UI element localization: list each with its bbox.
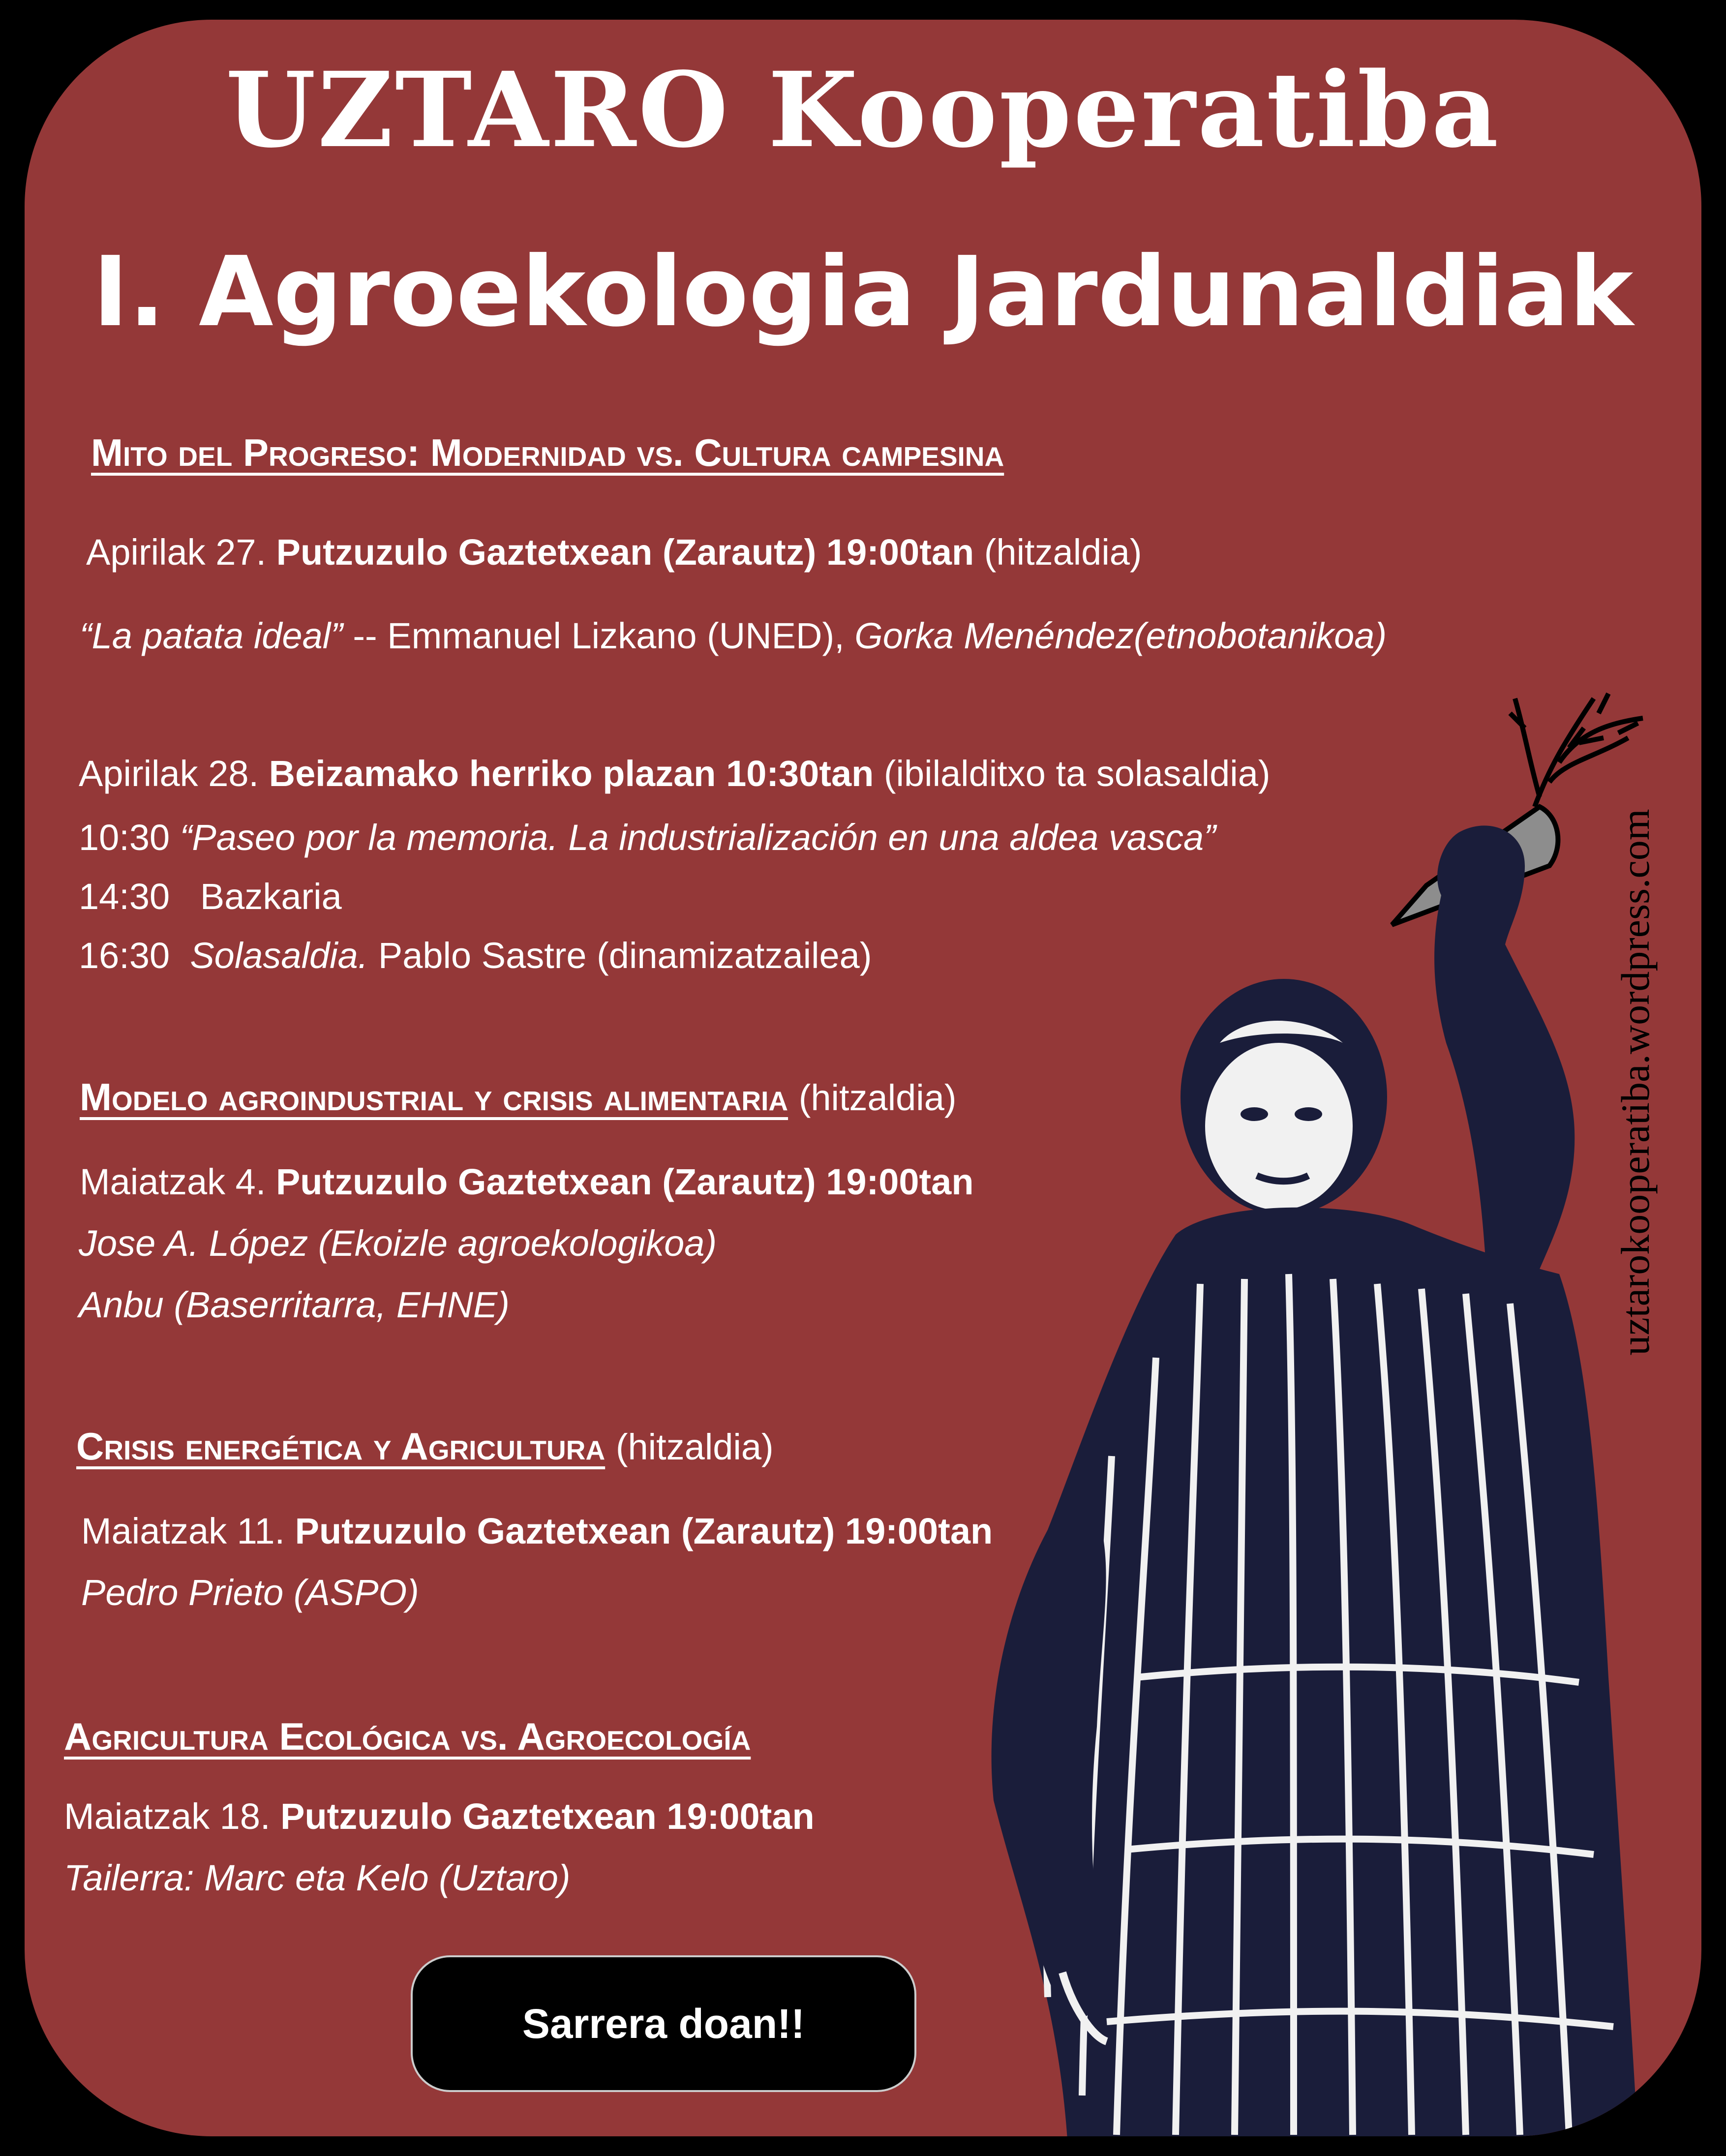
raised-arm <box>1434 825 1575 1269</box>
s3-line-1 <box>81 1510 993 1552</box>
s1-date-2: Apirilak 28. <box>79 753 259 794</box>
s1-speaker-2: Gorka Menéndez(etnobotanikoa) <box>854 615 1387 656</box>
website-url: uztarokooperatiba.wordpress.com <box>1613 809 1658 1356</box>
s1-place-2: Beizamako herriko plazan 10:30tan <box>269 753 874 794</box>
event-title: I. Agroekologia Jardunaldiak <box>92 236 1634 348</box>
poster-panel <box>25 20 1701 2136</box>
s1-sep: -- <box>353 615 377 656</box>
brand-title: UZTARO Kooperatiba <box>225 49 1501 171</box>
carrot-leaves-icon <box>1510 694 1643 807</box>
s2-place: Putzuzulo Gaztetxean (Zarautz) 19:00tan <box>275 1161 974 1202</box>
section-2-heading: Modelo agroindustrial y crisis alimentaria <box>80 1075 788 1119</box>
s1-line-1 <box>86 531 1142 573</box>
s1-place: Putzuzulo Gaztetxean (Zarautz) 19:00tan <box>276 532 974 573</box>
section-1-heading: Mito del Progreso: Modernidad vs. Cultura campesina <box>91 431 1004 474</box>
s2-speaker-2: Anbu (Baserritarra, EHNE) <box>79 1284 510 1325</box>
s1-quote: “La patata ideal” <box>80 615 343 656</box>
s3-type: (hitzaldia) <box>615 1427 774 1467</box>
s4-line-1 <box>64 1795 815 1837</box>
woman-face <box>1205 1043 1353 1210</box>
section-2-heading-row <box>80 1075 957 1120</box>
s1-time-2: 14:30 <box>79 876 170 917</box>
s3-place: Putzuzulo Gaztetxean (Zarautz) 19:00tan <box>295 1511 993 1551</box>
free-entry-button[interactable]: Sarrera doan!! <box>411 1955 916 2092</box>
s1-talk-label: Solasaldia. <box>190 935 368 976</box>
s2-line-1 <box>80 1161 974 1203</box>
s2-date: Maiatzak 4. <box>80 1161 266 1202</box>
s1-talk-speaker: Pablo Sastre (dinamizatzailea) <box>378 935 872 976</box>
s3-date: Maiatzak 11. <box>81 1511 285 1551</box>
s1-time-1: 10:30 <box>79 817 170 858</box>
s1-walk-title: “Paseo por la memoria. La industrialización en una aldea vasca” <box>180 817 1216 858</box>
s1-line-2 <box>80 615 1387 657</box>
s4-workshop-text: : Marc eta Kelo (Uztaro) <box>184 1857 571 1898</box>
s1-time-3: 16:30 <box>79 935 170 976</box>
s1-speaker: Emmanuel Lizkano (UNED), <box>387 615 845 656</box>
section-3-heading-row <box>76 1424 774 1469</box>
section-4-heading: Agricultura Ecológica vs. Agroecología <box>64 1715 751 1758</box>
section-3-heading: Crisis energética y Agricultura <box>76 1425 606 1468</box>
woman-holding-carrot-illustration <box>989 669 1697 2136</box>
s4-line-2 <box>64 1857 571 1899</box>
s1-line-6 <box>79 935 872 976</box>
s4-workshop-label: Tailerra <box>64 1857 184 1898</box>
s1-line-5 <box>79 876 342 917</box>
s3-speaker: Pedro Prieto (ASPO) <box>81 1572 419 1613</box>
s4-place: Putzuzulo Gaztetxean 19:00tan <box>280 1796 815 1837</box>
s2-speaker-1: Jose A. López (Ekoizle agroekologikoa) <box>79 1223 717 1264</box>
s1-date: Apirilak 27. <box>86 532 267 573</box>
s1-type: (hitzaldia) <box>984 532 1142 573</box>
s1-type-2: (ibilalditxo ta solasaldia) <box>883 753 1271 794</box>
s2-type: (hitzaldia) <box>798 1077 957 1118</box>
s4-date: Maiatzak 18. <box>64 1796 271 1837</box>
s1-lunch: Bazkaria <box>200 876 342 917</box>
